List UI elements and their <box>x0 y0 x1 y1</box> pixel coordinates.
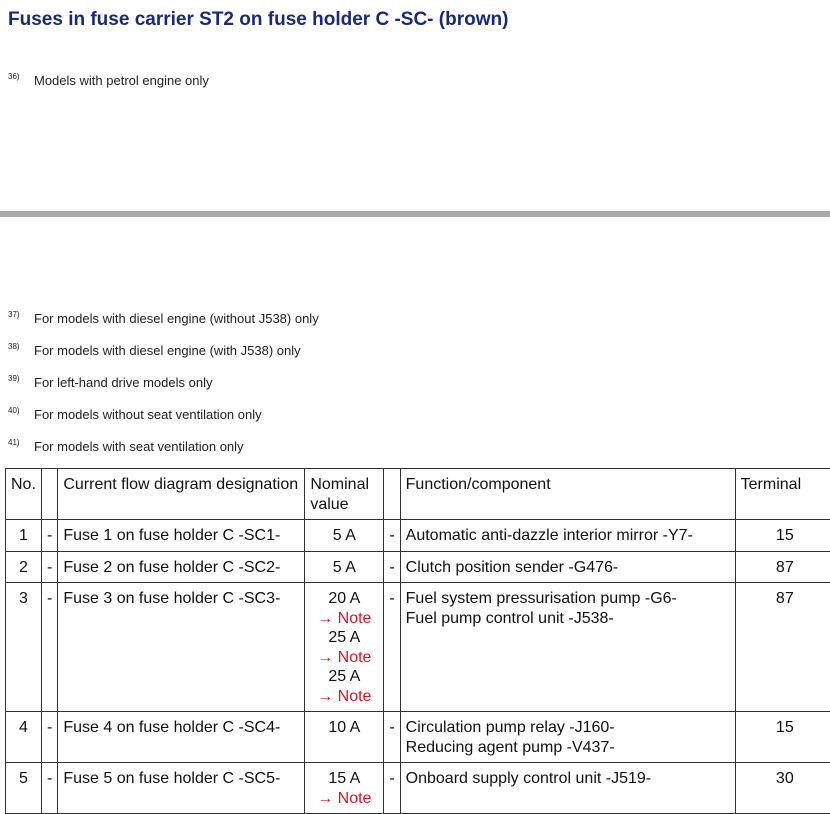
fuse-designation: Fuse 2 on fuse holder C -SC2- <box>58 551 305 583</box>
dash-cell: - <box>384 763 400 814</box>
nominal-value-cell <box>305 583 384 712</box>
terminal: 30 <box>735 763 830 814</box>
fuse-number: 2 <box>6 551 42 583</box>
footnote-37 <box>8 311 20 326</box>
footnote-text: For models with diesel engine (without J538) only <box>34 311 319 326</box>
table-row <box>6 583 830 712</box>
dash-cell: - <box>384 583 400 712</box>
nominal-value-cell <box>305 520 384 552</box>
nominal-value: 20 A <box>310 589 378 609</box>
table-header-row <box>6 469 830 520</box>
note-link[interactable]: → Note <box>310 789 378 809</box>
footnote-text: For models without seat ventilation only <box>34 407 262 422</box>
footnote-text: For models with diesel engine (with J538) only <box>34 343 301 358</box>
dash-cell: - <box>384 520 400 552</box>
header-dash <box>42 469 58 520</box>
dash-cell: - <box>42 763 58 814</box>
footnote-text: Models with petrol engine only <box>34 73 209 88</box>
function-component: Clutch position sender -G476- <box>406 558 730 578</box>
dash-cell: - <box>384 551 400 583</box>
table-row <box>6 763 830 814</box>
nominal-value-cell <box>305 763 384 814</box>
terminal: 87 <box>735 583 830 712</box>
footnote-text: For models with seat ventilation only <box>34 439 244 454</box>
fuse-designation: Fuse 5 on fuse holder C -SC5- <box>58 763 305 814</box>
function-component: Automatic anti-dazzle interior mirror -Y7- <box>406 526 730 546</box>
fuse-designation: Fuse 3 on fuse holder C -SC3- <box>58 583 305 712</box>
header-dash <box>384 469 400 520</box>
table-row <box>6 520 830 552</box>
function-component: Fuel pump control unit -J538- <box>406 609 730 629</box>
header-designation: Current flow diagram designation <box>58 469 305 520</box>
function-cell <box>400 520 735 552</box>
header-function: Function/component <box>400 469 735 520</box>
nominal-value: 5 A <box>310 526 378 546</box>
section-divider <box>0 211 830 217</box>
nominal-value: 25 A <box>310 667 378 687</box>
dash-cell: - <box>42 583 58 712</box>
terminal: 15 <box>735 712 830 763</box>
function-cell <box>400 712 735 763</box>
fuse-number: 1 <box>6 520 42 552</box>
fuse-number: 3 <box>6 583 42 712</box>
nominal-value-cell <box>305 712 384 763</box>
dash-cell: - <box>384 712 400 763</box>
function-cell <box>400 763 735 814</box>
header-terminal: Terminal <box>735 469 830 520</box>
dash-cell: - <box>42 712 58 763</box>
terminal: 15 <box>735 520 830 552</box>
dash-cell: - <box>42 551 58 583</box>
footnote-38 <box>8 343 20 358</box>
nominal-value: 25 A <box>310 628 378 648</box>
fuse-number: 5 <box>6 763 42 814</box>
footnote-number: 36) <box>8 72 20 81</box>
footnote-41 <box>8 439 20 454</box>
fuse-designation: Fuse 1 on fuse holder C -SC1- <box>58 520 305 552</box>
nominal-value: 15 A <box>310 769 378 789</box>
table-row <box>6 551 830 583</box>
function-cell <box>400 583 735 712</box>
footnote-39 <box>8 375 20 390</box>
function-component: Reducing agent pump -V437- <box>406 738 730 758</box>
header-no: No. <box>6 469 42 520</box>
table-row <box>6 712 830 763</box>
note-link[interactable]: → Note <box>310 648 378 668</box>
page-title: Fuses in fuse carrier ST2 on fuse holder C -SC- (brown) <box>8 8 568 31</box>
footnote-36 <box>8 73 20 88</box>
footnote-number: 41) <box>8 438 20 447</box>
footnote-number: 37) <box>8 310 20 319</box>
footnote-number: 39) <box>8 374 20 383</box>
function-component: Onboard supply control unit -J519- <box>406 769 730 789</box>
nominal-value: 10 A <box>310 718 378 738</box>
note-link[interactable]: → Note <box>310 609 378 629</box>
terminal: 87 <box>735 551 830 583</box>
table-body <box>6 520 830 814</box>
footnote-number: 40) <box>8 406 20 415</box>
fuse-table <box>5 468 830 814</box>
function-component: Fuel system pressurisation pump -G6- <box>406 589 730 609</box>
function-component: Circulation pump relay -J160- <box>406 718 730 738</box>
note-link[interactable]: → Note <box>310 687 378 707</box>
fuse-designation: Fuse 4 on fuse holder C -SC4- <box>58 712 305 763</box>
footnote-number: 38) <box>8 342 20 351</box>
fuse-number: 4 <box>6 712 42 763</box>
nominal-value: 5 A <box>310 558 378 578</box>
footnote-40 <box>8 407 20 422</box>
dash-cell: - <box>42 520 58 552</box>
function-cell <box>400 551 735 583</box>
header-nominal: Nominal value <box>305 469 384 520</box>
nominal-value-cell <box>305 551 384 583</box>
footnote-text: For left-hand drive models only <box>34 375 212 390</box>
